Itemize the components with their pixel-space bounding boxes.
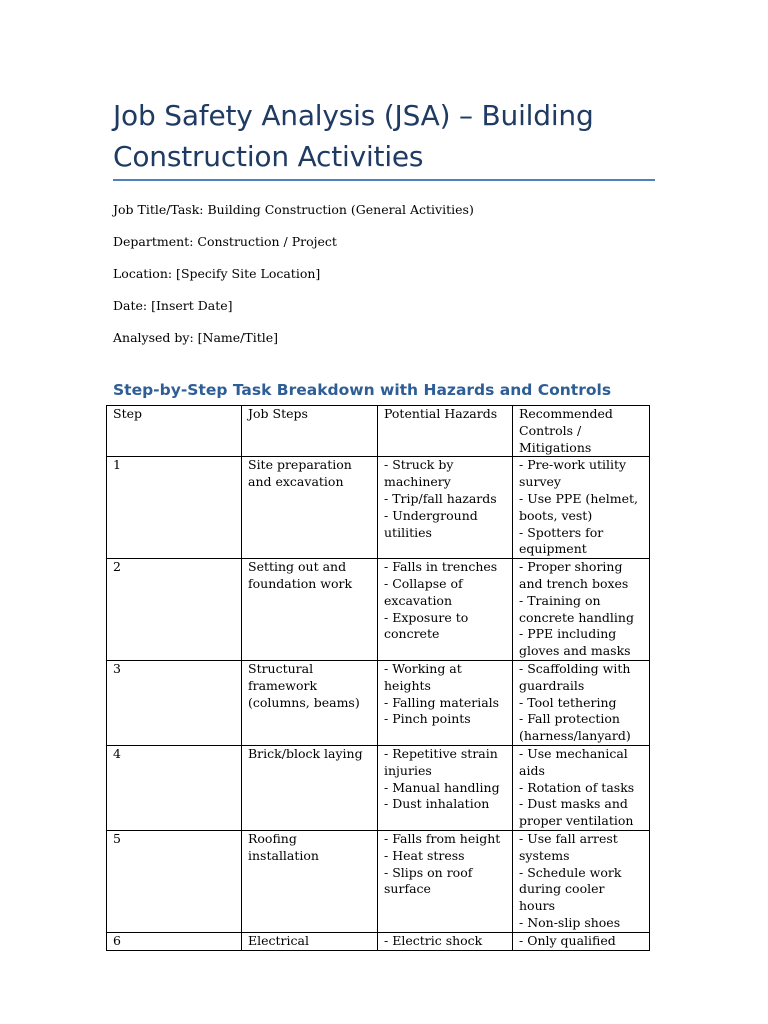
control-item: - Use fall arrest systems [519, 830, 618, 863]
table-row [107, 559, 650, 661]
step-number: 5 [107, 830, 242, 932]
control-item: - Pre-work utility survey [519, 457, 627, 490]
step-number: 4 [107, 745, 242, 830]
table-row [107, 932, 650, 950]
hazard-item: - Struck by machinery [384, 457, 454, 490]
step-number: 1 [107, 457, 242, 559]
controls-cell [513, 660, 650, 745]
step-number: 2 [107, 559, 242, 661]
job-step: Site preparation and excavation [242, 457, 378, 559]
job-step: Structural framework (columns, beams) [242, 660, 378, 745]
controls-cell [513, 830, 650, 932]
hazard-item: - Falling materials [384, 694, 500, 710]
location-line: Location: [Specify Site Location] [113, 266, 321, 281]
hazard-item: - Falls from height [384, 830, 501, 846]
header-job-steps: Job Steps [242, 406, 378, 457]
job-step: Roofing installation [242, 830, 378, 932]
hazards-cell [378, 745, 513, 830]
hazards-cell [378, 660, 513, 745]
table-row [107, 660, 650, 745]
controls-cell [513, 932, 650, 950]
control-item: - Use PPE (helmet, boots, vest) [519, 490, 639, 523]
control-item: - Tool tethering [519, 694, 617, 710]
control-item: - PPE including gloves and masks [519, 626, 631, 659]
hazard-item: - Collapse of excavation [384, 575, 463, 608]
controls-cell [513, 745, 650, 830]
controls-cell [513, 559, 650, 661]
job-title-line: Job Title/Task: Building Construction (General Activities) [113, 202, 474, 217]
analysed-by-line: Analysed by: [Name/Title] [113, 330, 278, 345]
control-item: - Use mechanical aids [519, 745, 628, 778]
section-heading: Step-by-Step Task Breakdown with Hazards and Controls [113, 381, 612, 399]
step-number: 6 [107, 932, 242, 950]
department-line: Department: Construction / Project [113, 234, 337, 249]
controls-cell [513, 457, 650, 559]
control-item: - Spotters for equipment [519, 524, 604, 557]
title-underline [113, 179, 655, 181]
hazard-item: - Pinch points [384, 711, 471, 727]
control-item: - Scaffolding with guardrails [519, 660, 631, 693]
hazards-cell [378, 830, 513, 932]
control-item: - Training on concrete handling [519, 592, 634, 625]
control-item: - Proper shoring and trench boxes [519, 559, 629, 591]
job-step: Brick/block laying [242, 745, 378, 830]
header-step: Step [107, 406, 242, 457]
header-recommended-controls: Recommended Controls / Mitigations [513, 406, 650, 457]
hazard-item: - Working at heights [384, 660, 462, 693]
date-line: Date: [Insert Date] [113, 298, 233, 313]
hazards-cell [378, 932, 513, 950]
job-step: Electrical [242, 932, 378, 950]
control-item: - Non-slip shoes [519, 914, 621, 930]
hazard-item: - Manual handling [384, 779, 500, 795]
table-row [107, 745, 650, 830]
control-item: - Fall protection (harness/lanyard) [519, 711, 631, 744]
header-potential-hazards: Potential Hazards [378, 406, 513, 457]
hazard-item: - Falls in trenches [384, 559, 498, 575]
hazard-item: - Heat stress [384, 847, 465, 863]
document-title: Job Safety Analysis (JSA) – Building Construction Activities [113, 99, 594, 173]
hazard-item: - Repetitive strain injuries [384, 745, 498, 778]
control-item: - Rotation of tasks [519, 779, 635, 795]
hazards-cell [378, 457, 513, 559]
control-item: - Dust masks and proper ventilation [519, 796, 634, 829]
table-row [107, 457, 650, 559]
control-item: - Only qualified [519, 932, 616, 948]
hazards-cell [378, 559, 513, 661]
hazard-item: - Exposure to concrete [384, 609, 469, 642]
job-step: Setting out and foundation work [242, 559, 378, 661]
table-row [107, 830, 650, 932]
jsa-table [106, 405, 650, 951]
table-header-row [107, 406, 650, 457]
control-item: - Schedule work during cooler hours [519, 864, 622, 914]
step-number: 3 [107, 660, 242, 745]
hazard-item: - Dust inhalation [384, 796, 490, 812]
hazard-item: - Slips on roof surface [384, 864, 473, 897]
hazard-item: - Underground utilities [384, 507, 478, 540]
hazard-item: - Electric shock [384, 932, 483, 948]
hazard-item: - Trip/fall hazards [384, 490, 497, 506]
